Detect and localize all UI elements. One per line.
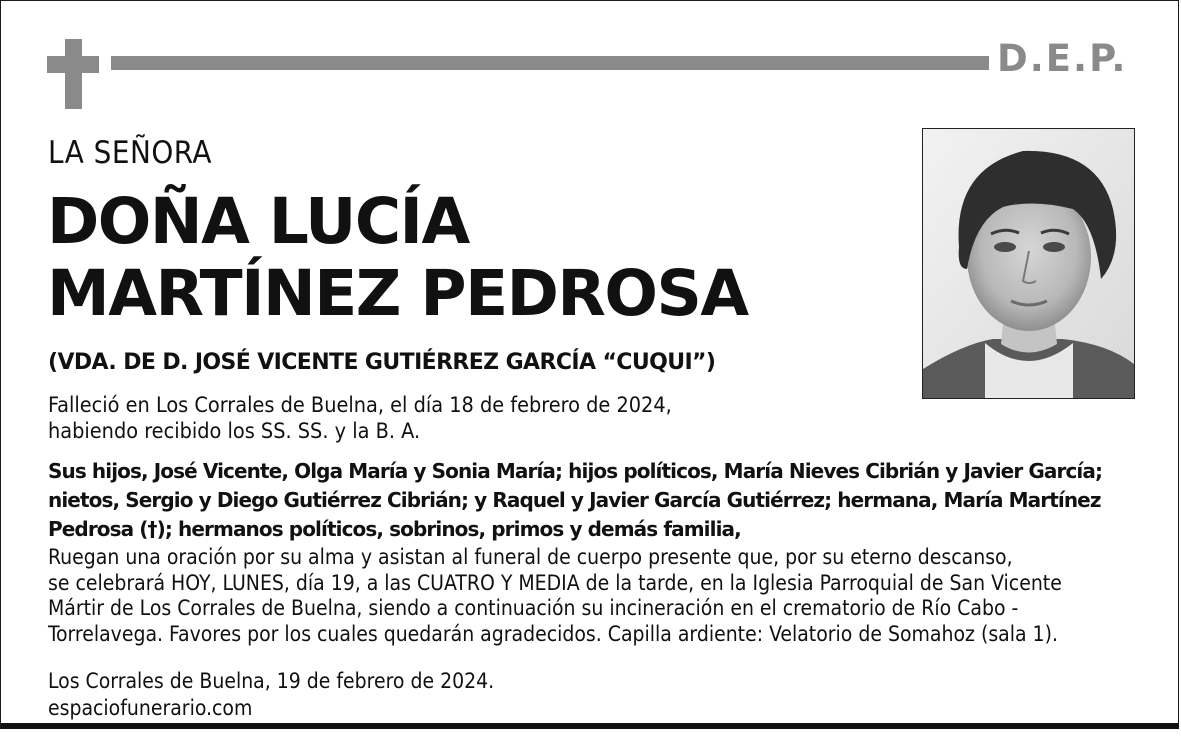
- website-link[interactable]: espaciofunerario.com: [48, 696, 253, 720]
- dep-mark: D.E.P.: [997, 37, 1128, 80]
- family-line-2: nietos, Sergio y Diego Gutiérrez Cibrián; y Raquel y Javier García Gutiérrez; hermana, María Martínez: [48, 488, 1101, 512]
- place-date: Los Corrales de Buelna, 19 de febrero de 2024.: [48, 669, 495, 693]
- family-line-3: Pedrosa (†); hermanos políticos, sobrinos, primos y demás familia,: [48, 517, 741, 541]
- cross-icon-bar: [47, 56, 99, 73]
- widow-of: (VDA. DE D. JOSÉ VICENTE GUTIÉRREZ GARCÍA “CUQUI”): [48, 350, 716, 375]
- prayer-line-1: Ruegan una oración por su alma y asistan al funeral de cuerpo presente que, por su eterno descanso,: [48, 545, 1013, 569]
- prayer-line-2: se celebrará HOY, LUNES, día 19, a las CUATRO Y MEDIA de la tarde, en la Iglesia Parroquial de San Vicente: [48, 570, 1062, 595]
- prayer-line-4: Torrelavega. Favores por los cuales quedarán agradecidos. Capilla ardiente: Velatorio de Somahoz (sala 1).: [48, 621, 1058, 646]
- funeral-details: [48, 545, 1168, 647]
- death-notice: [48, 393, 672, 445]
- name-line-2: MARTÍNEZ PEDROSA: [47, 257, 748, 330]
- deceased-name: [47, 186, 748, 330]
- name-line-1: DOÑA LUCÍA: [47, 185, 469, 258]
- header-rule: [111, 56, 989, 70]
- cross-icon: [65, 39, 82, 109]
- family-list: [48, 457, 1158, 544]
- prayer-line-3: Mártir de Los Corrales de Buelna, siendo a continuación su incineración en el crematorio de Río Cabo -: [48, 596, 1019, 620]
- death-line-1: Falleció en Los Corrales de Buelna, el día 18 de febrero de 2024,: [48, 393, 672, 418]
- portrait-photo: [922, 128, 1135, 399]
- death-line-2: habiendo recibido los SS. SS. y la B. A.: [48, 419, 421, 444]
- intro-title: LA SEÑORA: [48, 135, 212, 171]
- family-line-1: Sus hijos, José Vicente, Olga María y Sonia María; hijos políticos, María Nieves Cibrián y Javier García;: [48, 459, 1103, 483]
